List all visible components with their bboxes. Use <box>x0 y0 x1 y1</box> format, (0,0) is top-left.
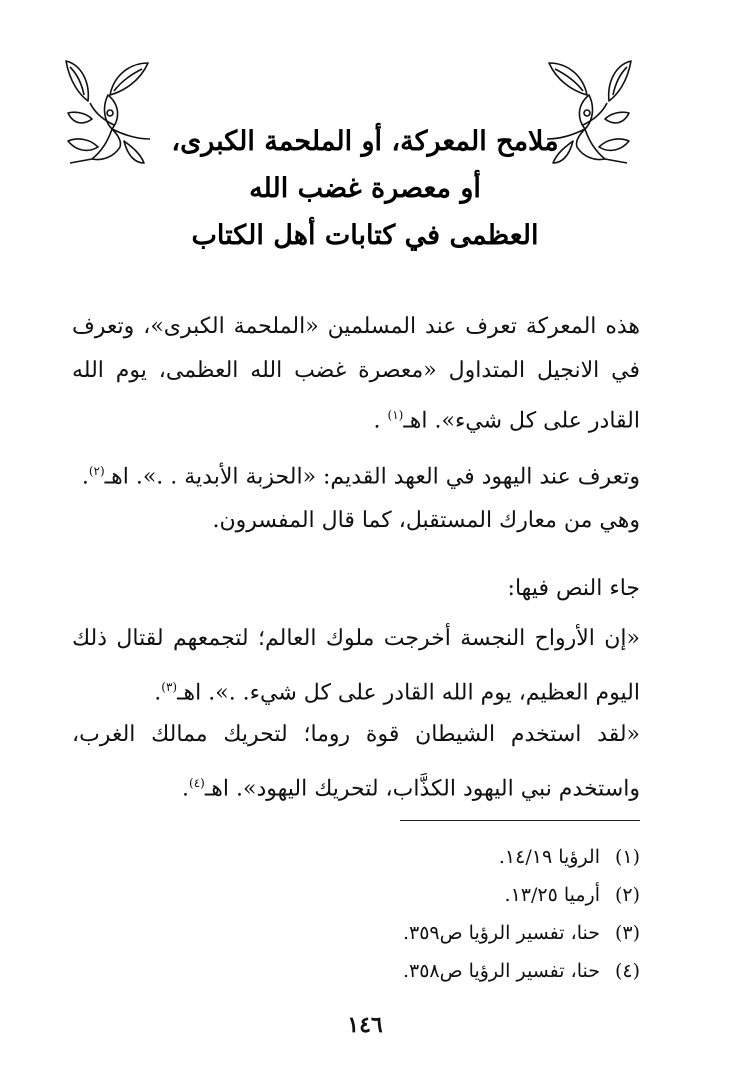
footnotes-list <box>72 838 640 990</box>
paragraph-5-text: «إن الأرواح النجسة أخرجت ملوك العالم؛ لتجمعهم لقتال ذلك اليوم العظيم، يوم الله القادر على كل شيء. .». اهـ <box>72 626 640 706</box>
paragraph-6: «لقد استخدم الشيطان قوة روما؛ لتحريك ممالك الغرب، واستخدم نبي اليهود الكذَّاب، لتحريك اليهود». اهـ$^{(٤)}$. <box>72 722 640 802</box>
footnote-ref-2: (٢) <box>88 464 105 478</box>
footnote-item <box>72 876 640 914</box>
footnote-number: (١) <box>614 846 640 868</box>
paragraph-2: وتعرف عند اليهود في العهد القديم: «الحزبة الأبدية . .». اهـ$^{(٢)}$. <box>81 464 640 490</box>
footnote-number: (٤) <box>614 960 640 982</box>
page-number: ١٤٦ <box>347 1012 383 1038</box>
footnote-item <box>72 838 640 876</box>
footnote-number: (٣) <box>614 922 640 944</box>
footnote-separator <box>400 820 640 821</box>
title-line-3: العظمى في كتابات أهل الكتاب <box>191 220 539 251</box>
chapter-title <box>150 118 580 259</box>
title-line-2: أو معصرة غضب الله <box>249 173 481 204</box>
paragraph-4 <box>72 566 640 612</box>
footnote-item <box>72 914 640 952</box>
paragraph-6-text: «لقد استخدم الشيطان قوة روما؛ لتحريك ممالك الغرب، واستخدم نبي اليهود الكذَّاب، لتحريك اليهود». اهـ <box>72 722 640 802</box>
footnote-item <box>72 952 640 990</box>
footnote-text: حنا، تفسير الرؤيا ص٣٥٨. <box>402 960 600 982</box>
footnote-text: أرميا ١٣/٢٥. <box>504 884 600 906</box>
footnote-text: حنا، تفسير الرؤيا ص٣٥٩. <box>402 922 600 944</box>
footnote-ref-1: (١) <box>387 408 404 422</box>
paragraph-1: هذه المعركة تعرف عند المسلمين «الملحمة الكبرى»، وتعرف في الانجيل المتداول «معصرة غضب الله العظمى، يوم الله القادر على كل شيء». اهـ$^{(١)}$ . <box>72 314 640 434</box>
paragraph-2-text: وتعرف عند اليهود في العهد القديم: «الحزبة الأبدية . .». اهـ <box>104 464 640 490</box>
paragraph-5: «إن الأرواح النجسة أخرجت ملوك العالم؛ لتجمعهم لقتال ذلك اليوم العظيم، يوم الله القادر على كل شيء. .». اهـ$^{(٣)}$. <box>72 626 640 706</box>
paragraph-4-text: جاء النص فيها: <box>507 576 640 601</box>
paragraph-3-text: وهي من معارك المستقبل، كما قال المفسرون. <box>212 508 640 533</box>
footnote-text: الرؤيا ١٤/١٩. <box>498 846 600 868</box>
paragraph-1-text: هذه المعركة تعرف عند المسلمين «الملحمة الكبرى»، وتعرف في الانجيل المتداول «معصرة غضب الله العظمى، يوم الله القادر على كل شيء». اهـ <box>72 314 640 434</box>
floral-ornament-icon <box>62 55 154 167</box>
paragraph-3 <box>72 498 640 544</box>
footnote-number: (٢) <box>614 884 640 906</box>
title-line-1: ملامح المعركة، أو الملحمة الكبرى، <box>171 126 559 157</box>
footnote-ref-3: (٣) <box>161 680 178 694</box>
footnote-ref-4: (٤) <box>189 776 205 790</box>
